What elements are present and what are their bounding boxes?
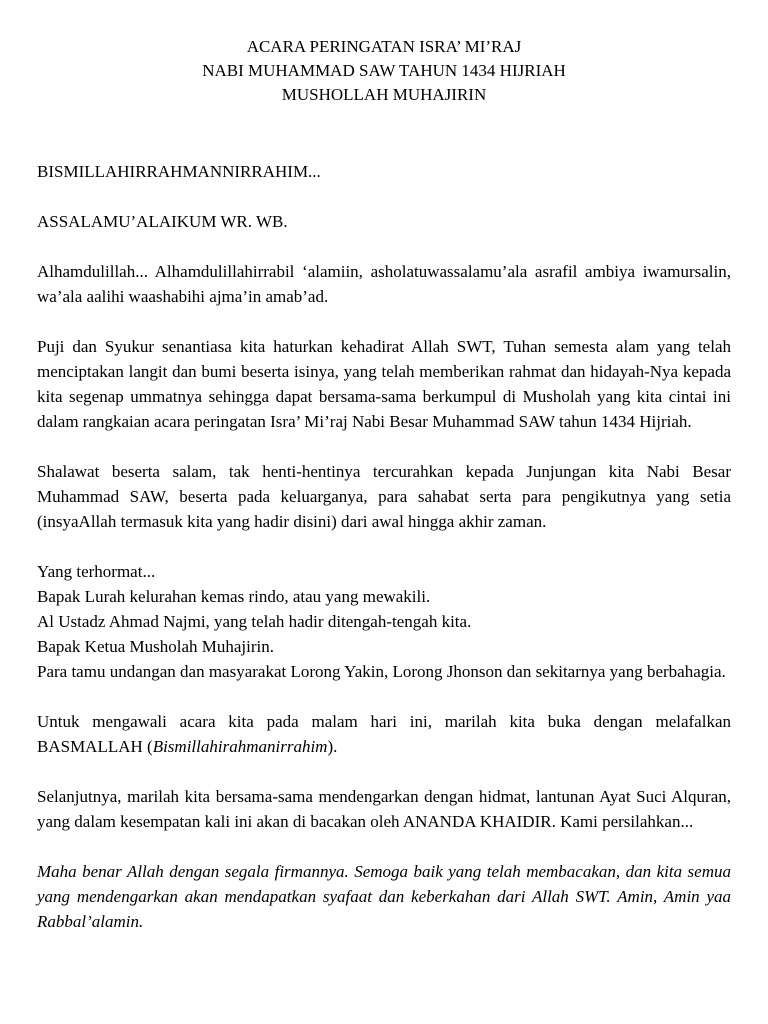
honored-item: Al Ustadz Ahmad Najmi, yang telah hadir ditengah-tengah kita. <box>37 612 472 631</box>
honored-heading: Yang terhormat... <box>37 562 156 581</box>
title-line-1: ACARA PERINGATAN ISRA’ MI’RAJ <box>246 37 522 56</box>
title-line-2: NABI MUHAMMAD SAW TAHUN 1434 HIJRIAH <box>202 61 566 80</box>
basmallah-text-before: Untuk mengawali acara kita pada malam hari ini, marilah kita buka dengan melafalkan BASMALLAH ( <box>37 712 731 756</box>
basmallah-paragraph <box>37 709 731 759</box>
shalawat-paragraph: Shalawat beserta salam, tak henti-hentinya tercurahkan kepada Junjungan kita Nabi Besar Muhammad SAW, beserta pada keluarganya, para sahabat serta para pengikutnya yang setia (insyaAllah termasuk kita yang hadir disini) dari awal hingga akhir zaman. <box>37 462 731 531</box>
honored-item: Para tamu undangan dan masyarakat Lorong Yakin, Lorong Jhonson dan sekitarnya yang berbahagia. <box>37 662 726 681</box>
honored-guests-list <box>37 559 731 684</box>
basmallah-italic: Bismillahirahmanirrahim <box>152 737 328 756</box>
title-line-3: MUSHOLLAH MUHAJIRIN <box>281 85 487 104</box>
alquran-paragraph: Selanjutnya, marilah kita bersama-sama mendengarkan dengan hidmat, lantunan Ayat Suci Alquran, yang dalam kesempatan kali ini akan di bacakan oleh ANANDA KHAIDIR. Kami persilahkan... <box>37 787 731 831</box>
honored-item: Bapak Lurah kelurahan kemas rindo, atau yang mewakili. <box>37 587 431 606</box>
salam-line: ASSALAMU’ALAIKUM WR. WB. <box>37 212 288 231</box>
honored-item: Bapak Ketua Musholah Muhajirin. <box>37 637 275 656</box>
bismillah-line: BISMILLAHIRRAHMANNIRRAHIM... <box>37 162 321 181</box>
closing-paragraph: Maha benar Allah dengan segala firmannya. Semoga baik yang telah membacakan, dan kita semua yang mendengarkan akan mendapatkan syafaat dan keberkahan dari Allah SWT. Amin, Amin yaa Rabbal’alamin. <box>37 862 731 931</box>
basmallah-text-after: ). <box>327 737 338 756</box>
document-title <box>37 35 731 107</box>
hamdalah-paragraph: Alhamdulillah... Alhamdulillahirrabil ‘alamiin, asholatuwassalamu’ala asrafil ambiya iwamursalin, wa’ala aalihi waashabihi ajma’in amab’ad. <box>37 262 731 306</box>
puji-paragraph: Puji dan Syukur senantiasa kita haturkan kehadirat Allah SWT, Tuhan semesta alam yang telah menciptakan langit dan bumi beserta isinya, yang telah memberikan rahmat dan hidayah-Nya kepada kita segenap ummatnya sehingga dapat bersama-sama berkumpul di Musholah yang kita cintai ini dalam rangkaian acara peringatan Isra’ Mi’raj Nabi Besar Muhammad SAW tahun 1434 Hijriah. <box>37 337 731 431</box>
